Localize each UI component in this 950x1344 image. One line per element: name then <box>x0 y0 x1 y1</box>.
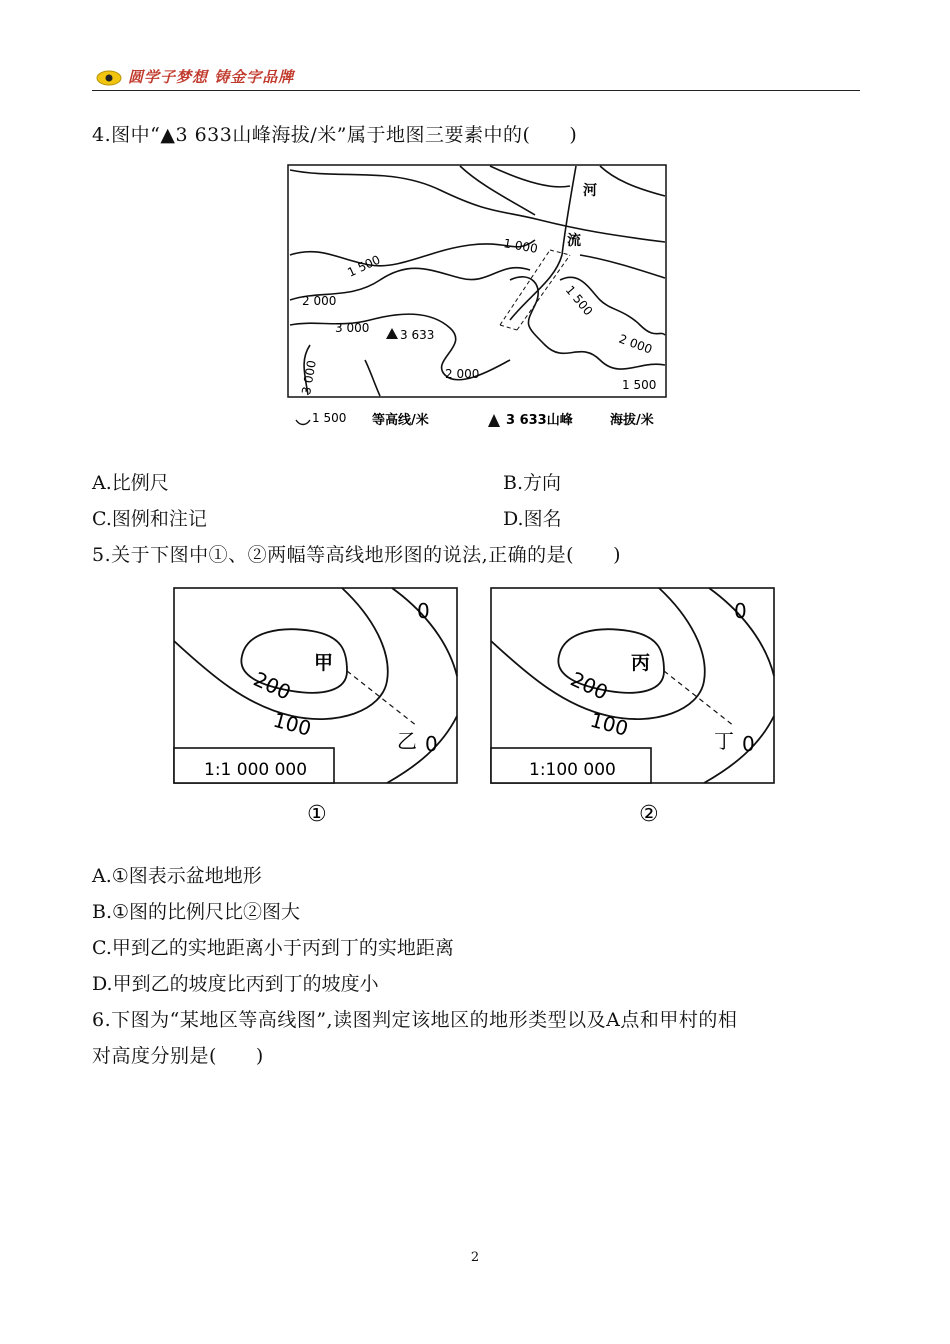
q5-map2-label-0-bottom: 0 <box>742 732 755 756</box>
q5-map1-point-yi: 乙 <box>397 729 417 753</box>
q4-option-b[interactable]: B.方向 <box>503 472 562 494</box>
q4-contour-label-1500-c: 1 500 <box>622 378 657 392</box>
q4-legend-peak-icon <box>488 414 500 427</box>
q5-map2-label-0-top: 0 <box>734 599 747 623</box>
q5-map1-scale: 1:1 000 000 <box>204 760 308 780</box>
q5-option-b[interactable]: B.①图的比例尺比②图大 <box>92 901 301 923</box>
q4-river-label-1: 河 <box>583 183 597 199</box>
q5-map2-point-ding: 丁 <box>714 729 734 753</box>
q4-peak-triangle-icon <box>386 328 398 339</box>
q5-map2-point-bing: 丙 <box>631 652 651 674</box>
logo-icon <box>96 68 122 86</box>
q5-map2-label-100: 100 <box>587 707 631 741</box>
q4-option-d[interactable]: D.图名 <box>503 508 562 530</box>
q5-map1-point-jia: 甲 <box>314 652 334 674</box>
q4-option-c[interactable]: C.图例和注记 <box>92 508 207 530</box>
q4-contour-label-3000-a: 3 000 <box>335 321 370 335</box>
q5-stem: 5.关于下图中①、②两幅等高线地形图的说法,正确的是( ) <box>92 544 621 566</box>
q5-map2-label-200: 200 <box>566 666 612 705</box>
q4-legend-peak-label: 3 633山峰 <box>506 413 573 428</box>
q5-option-c[interactable]: C.甲到乙的实地距离小于丙到丁的实地距离 <box>92 937 454 959</box>
q4-legend-contour-value: 1 500 <box>312 411 347 425</box>
q4-contour-label-2000-a: 2 000 <box>302 294 337 308</box>
q6-stem-line-1: 6.下图为“某地区等高线图”,读图判定该地区的地形类型以及A点和甲村的相 <box>92 1009 738 1031</box>
page-header <box>92 62 860 91</box>
q5-map1-caption: ① <box>307 802 327 827</box>
page-number: 2 <box>470 1250 480 1265</box>
q5-map2-caption: ② <box>639 802 659 827</box>
q5-option-a[interactable]: A.①图表示盆地地形 <box>92 865 262 887</box>
q5-map2-scale: 1:100 000 <box>529 760 616 780</box>
q4-contour-label-1000: 1 000 <box>502 236 539 256</box>
q4-legend-contour-label: 等高线/米 <box>372 413 429 428</box>
q5-map1-label-0-bottom: 0 <box>425 732 438 756</box>
q5-map-2 <box>489 586 779 831</box>
q4-legend-contour-icon <box>296 420 310 425</box>
q5-map1-label-200: 200 <box>249 666 295 705</box>
q5-map-1 <box>172 586 462 831</box>
header-slogan: 圆学子梦想 铸金字品牌 <box>128 68 295 86</box>
q4-option-a[interactable]: A.比例尺 <box>92 472 169 494</box>
q4-contour-map <box>280 160 675 435</box>
q4-river-label-2: 流 <box>567 233 581 249</box>
q4-legend-unit-label: 海拔/米 <box>610 413 654 428</box>
q5-map1-label-0-top: 0 <box>417 599 430 623</box>
q4-contour-label-1500-b: 1 500 <box>562 282 596 319</box>
q4-stem: 4.图中“▲3 633山峰海拔/米”属于地图三要素中的( ) <box>92 124 578 146</box>
q4-contour-label-2000-b: 2 000 <box>616 331 655 357</box>
q4-contour-label-3000-b: 3 000 <box>299 359 319 396</box>
q4-contour-label-2000-c: 2 000 <box>445 367 480 381</box>
q5-map1-label-100: 100 <box>270 707 314 741</box>
q4-peak-label: 3 633 <box>400 328 435 342</box>
q5-option-d[interactable]: D.甲到乙的坡度比丙到丁的坡度小 <box>92 973 379 995</box>
q4-contour-label-1500-a: 1 500 <box>345 252 383 280</box>
q6-stem-line-2: 对高度分别是( ) <box>92 1045 264 1067</box>
